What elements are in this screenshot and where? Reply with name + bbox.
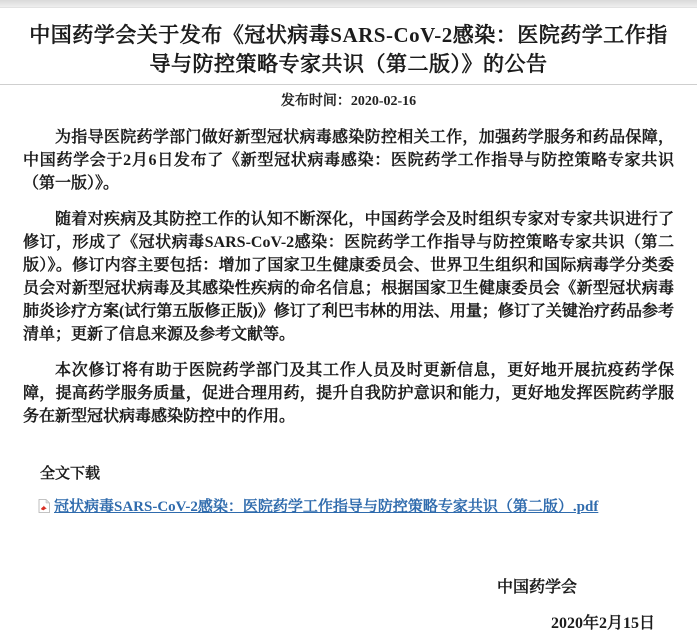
publish-date-label: 发布时间：: [280, 94, 351, 109]
paragraph-1: 为指导医院药学部门做好新型冠状病毒感染防控相关工作，加强药学服务和药品保障，中国药学会于2月6日发布了《新型冠状病毒感染：医院药学工作指导与防控策略专家共识（第一版）》。: [23, 129, 674, 192]
signature-organization: 中国药学会: [496, 578, 577, 596]
pdf-download-link[interactable]: [38, 495, 598, 516]
download-section: [23, 462, 674, 518]
page-title: 中国药学会关于发布《冠状病毒SARS-CoV-2感染：医院药学工作指导与防控策略专家共识（第二版）》的公告: [29, 23, 668, 76]
paragraph-3: 本次修订将有助于医院药学部门及其工作人员及时更新信息，更好地开展抗疫药学保障，提高药学服务质量，促进合理用药，提升自我防护意识和能力，更好地发挥医院药学服务在新型冠状病毒感染防控中的作用。: [23, 362, 674, 425]
pdf-icon: [38, 499, 50, 513]
title-divider: [0, 84, 697, 85]
top-border-bar: [0, 0, 697, 8]
pdf-link-text: 冠状病毒SARS-CoV-2感染：医院药学工作指导与防控策略专家共识（第二版）.pdf: [54, 499, 599, 515]
announcement-body: [23, 126, 674, 428]
paragraph-2: 随着对疾病及其防控工作的认知不断深化，中国药学会及时组织专家对专家共识进行了修订，形成了《冠状病毒SARS-CoV-2感染：医院药学工作指导与防控策略专家共识（第二版）》。修订内容主要包括：增加了国家卫生健康委员会、世界卫生组织和国际病毒学分类委员会对新型冠状病毒及其感染性疾病的命名信息；根据国家卫生健康委员会《新型冠状病毒肺炎诊疗方案(试行第五版修正版)》修订了利巴韦林的用法、用量；修订了关键治疗药品参考清单；更新了信息来源及参考文献等。: [23, 211, 674, 343]
signature-block: [0, 574, 697, 633]
publish-date-value: 2020-02-16: [350, 94, 417, 109]
publish-date-row: [0, 90, 697, 110]
signature-date: 2020年2月15日: [550, 614, 655, 632]
download-section-label: 全文下载: [40, 466, 101, 482]
